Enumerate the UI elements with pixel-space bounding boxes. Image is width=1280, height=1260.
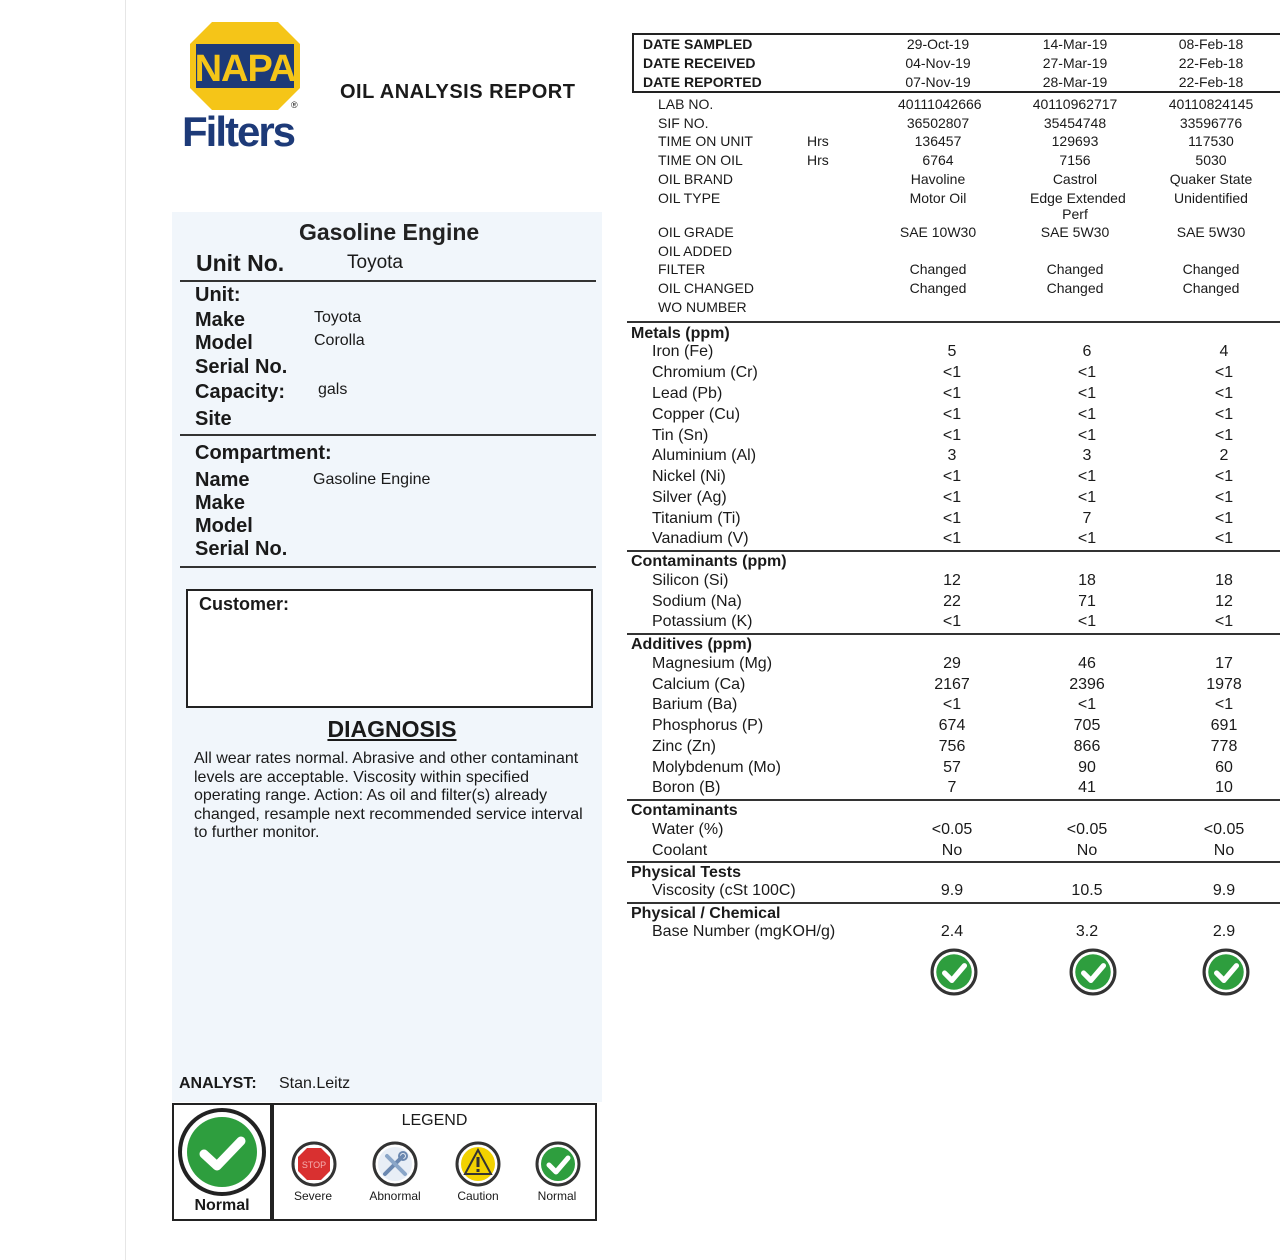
additive-label: Molybdenum (Mo)	[652, 759, 781, 776]
info-label: WO NUMBER	[658, 299, 747, 315]
metal-value: <1	[942, 530, 962, 547]
compartment-heading: Compartment:	[195, 442, 332, 464]
info-value: 7156	[1059, 152, 1091, 168]
comp-serial-label: Serial No.	[195, 538, 288, 560]
additive-value: 2167	[934, 676, 970, 693]
additive-value: 756	[938, 738, 966, 755]
date-received-3: 22-Feb-18	[1178, 55, 1244, 71]
metal-value: <1	[1214, 468, 1234, 485]
overall-status-label: Normal	[194, 1197, 250, 1214]
section-divider	[627, 861, 1280, 863]
diagnosis-title: DIAGNOSIS	[327, 716, 457, 742]
brand-filters-text: Filters	[182, 108, 295, 155]
contaminant-label: Coolant	[652, 842, 708, 859]
section-divider	[627, 902, 1280, 904]
info-value: 6764	[922, 152, 954, 168]
metal-value: <1	[1077, 385, 1097, 402]
info-label: TIME ON OIL	[658, 152, 743, 168]
date-sampled-1: 29-Oct-19	[906, 36, 970, 52]
additive-value: <1	[1214, 696, 1234, 713]
unit-site-label: Site	[195, 408, 232, 430]
info-label: OIL BRAND	[658, 171, 733, 187]
info-value: 40110962717	[1032, 96, 1118, 112]
contaminant-label: Silicon (Si)	[652, 572, 729, 589]
section-title-additives: Additives (ppm)	[631, 636, 752, 653]
additive-label: Barium (Ba)	[652, 696, 738, 713]
metal-value: <1	[1077, 489, 1097, 506]
check-icon	[1069, 948, 1117, 996]
metal-value: <1	[1214, 489, 1234, 506]
divider	[180, 434, 596, 436]
date-sampled-3: 08-Feb-18	[1178, 36, 1244, 52]
unit-no-value: Toyota	[347, 252, 403, 273]
contaminant-value: 18	[1215, 572, 1233, 589]
info-value: Changed	[1182, 280, 1240, 296]
metal-label: Vanadium (V)	[652, 530, 749, 547]
legend-abnormal-label: Abnormal	[369, 1189, 421, 1203]
additive-label: Phosphorus (P)	[652, 717, 764, 734]
chemical-value: 2.9	[1212, 923, 1236, 940]
additive-value: 90	[1078, 759, 1096, 776]
info-label: LAB NO.	[658, 96, 714, 112]
section-title-metals: Metals (ppm)	[631, 325, 730, 342]
engine-type-title: Gasoline Engine	[299, 219, 480, 245]
additive-value: 674	[938, 717, 966, 734]
metal-value: <1	[942, 468, 962, 485]
metal-label: Silver (Ag)	[652, 489, 727, 506]
check-icon	[178, 1108, 266, 1196]
physical-value: 9.9	[1212, 882, 1236, 899]
section-divider	[627, 799, 1280, 801]
additive-value: 57	[943, 759, 961, 776]
additive-label: Boron (B)	[652, 779, 721, 796]
metal-value: <1	[1214, 364, 1234, 381]
info-value: 117530	[1188, 133, 1234, 149]
comp-name-label: Name	[195, 469, 250, 491]
customer-label: Customer:	[199, 594, 290, 614]
chemical-value: 2.4	[940, 923, 964, 940]
additive-value: 10	[1215, 779, 1233, 796]
check-icon	[535, 1141, 581, 1187]
section-divider	[627, 321, 1280, 323]
page-margin-line	[125, 0, 126, 1260]
unit-serial-label: Serial No.	[195, 356, 288, 378]
info-value: Changed	[1182, 261, 1240, 277]
metal-value: <1	[942, 364, 962, 381]
info-value: Motor Oil	[909, 190, 967, 206]
warning-icon	[455, 1141, 501, 1187]
section-divider	[627, 550, 1280, 552]
info-value: 40111042666	[898, 96, 982, 112]
tools-icon	[372, 1141, 418, 1187]
metal-value: 7	[1082, 510, 1092, 527]
metal-label: Aluminium (Al)	[652, 447, 757, 464]
info-value: 5030	[1195, 152, 1227, 168]
comp-model-label: Model	[195, 515, 253, 537]
legend-title: LEGEND	[401, 1112, 468, 1129]
date-reported-1: 07-Nov-19	[905, 74, 971, 90]
info-value: 129693	[1051, 133, 1099, 149]
metal-value: <1	[1214, 510, 1234, 527]
metal-value: <1	[942, 510, 962, 527]
contaminant-label: Sodium (Na)	[652, 593, 742, 610]
contaminant-value: <1	[1214, 613, 1234, 630]
additive-value: 60	[1215, 759, 1233, 776]
legend-box	[272, 1103, 597, 1221]
additive-value: 1978	[1206, 676, 1242, 693]
contaminant-value: 22	[943, 593, 961, 610]
additive-value: <1	[1077, 696, 1097, 713]
contaminant-value: No	[1213, 842, 1235, 859]
metal-label: Chromium (Cr)	[652, 364, 758, 381]
unit-capacity-value: gals	[318, 381, 348, 398]
comp-make-label: Make	[195, 492, 246, 514]
analyst-name: Stan.Leitz	[279, 1075, 351, 1092]
info-value: Unidentified	[1174, 190, 1248, 206]
info-value: Changed	[1046, 280, 1104, 296]
svg-text:NAPA: NAPA	[194, 48, 296, 90]
contaminant-value: <1	[942, 613, 962, 630]
contaminant-value: No	[1076, 842, 1098, 859]
unit-make-value: Toyota	[314, 309, 362, 326]
section-title-physical-tests: Physical Tests	[631, 864, 741, 881]
metal-label: Titanium (Ti)	[652, 510, 741, 527]
comp-name-value: Gasoline Engine	[313, 471, 431, 488]
contaminant-label: Potassium (K)	[652, 613, 753, 630]
physical-value: 9.9	[940, 882, 964, 899]
metal-value: <1	[942, 406, 962, 423]
check-icon	[1202, 948, 1250, 996]
legend-severe-label: Severe	[293, 1189, 333, 1203]
info-label: SIF NO.	[658, 115, 709, 131]
unit-no-label: Unit No.	[196, 250, 285, 276]
metal-value: <1	[1214, 530, 1234, 547]
metal-label: Lead (Pb)	[652, 385, 723, 402]
info-value: Changed	[909, 280, 967, 296]
contaminant-value: <0.05	[1066, 821, 1108, 838]
info-value: 40110824145	[1168, 96, 1254, 112]
contaminant-value: 18	[1078, 572, 1096, 589]
info-value: Changed	[909, 261, 967, 277]
info-label: OIL GRADE	[658, 224, 734, 240]
additive-label: Calcium (Ca)	[652, 676, 746, 693]
additive-label: Zinc (Zn)	[652, 738, 716, 755]
check-icon	[930, 948, 978, 996]
diagnosis-text: All wear rates normal. Abrasive and other contaminant levels are acceptable. Viscosity within specified operating range. Action: As oil and filter(s) already changed, resample next recommended service interval to further monitor.	[194, 750, 583, 841]
legend-caution-label: Caution	[457, 1189, 499, 1203]
info-value: Castrol	[1052, 171, 1098, 187]
metal-label: Copper (Cu)	[652, 406, 741, 423]
metal-value: <1	[1077, 406, 1097, 423]
metal-value: <1	[942, 489, 962, 506]
additive-value: 46	[1078, 655, 1096, 672]
contaminant-value: No	[941, 842, 963, 859]
physical-label: Viscosity (cSt 100C)	[652, 882, 796, 899]
unit-capacity-label: Capacity:	[195, 381, 286, 403]
additive-value: 866	[1073, 738, 1101, 755]
date-received-2: 27-Mar-19	[1042, 55, 1108, 71]
info-value: 36502807	[906, 115, 970, 131]
metal-value: <1	[1077, 427, 1097, 444]
additive-value: 17	[1215, 655, 1233, 672]
info-value: 35454748	[1043, 115, 1107, 131]
section-title-contaminants-ppm: Contaminants (ppm)	[631, 553, 787, 570]
unit-model-value: Corolla	[314, 332, 365, 349]
contaminant-value: 71	[1078, 593, 1096, 610]
metal-value: 3	[947, 447, 957, 464]
contaminant-value: 12	[1215, 593, 1233, 610]
contaminant-value: 12	[943, 572, 961, 589]
additive-value: 778	[1210, 738, 1238, 755]
additive-value: 691	[1210, 717, 1238, 734]
metal-label: Tin (Sn)	[652, 427, 709, 444]
info-label: OIL ADDED	[658, 243, 733, 259]
additive-value: 7	[947, 779, 957, 796]
section-title-contaminants: Contaminants	[631, 802, 738, 819]
date-received-1: 04-Nov-19	[905, 55, 971, 71]
metal-value: <1	[942, 385, 962, 402]
info-value: SAE 5W30	[1040, 224, 1110, 240]
metal-value: <1	[1077, 364, 1097, 381]
info-value: SAE 10W30	[899, 224, 977, 240]
section-title-physical-chemical: Physical / Chemical	[631, 905, 781, 922]
overall-status-box	[172, 1103, 272, 1221]
metal-value: <1	[1077, 468, 1097, 485]
metal-value: <1	[1214, 385, 1234, 402]
contaminant-value: <0.05	[1203, 821, 1245, 838]
divider	[180, 566, 596, 568]
info-value: 136457	[914, 133, 962, 149]
chemical-label: Base Number (mgKOH/g)	[652, 923, 836, 940]
additive-value: 29	[943, 655, 961, 672]
analyst-label: ANALYST:	[179, 1075, 257, 1092]
customer-box	[186, 589, 593, 708]
metal-value: <1	[1077, 530, 1097, 547]
metal-value: 6	[1082, 343, 1092, 360]
metal-value: 2	[1219, 447, 1229, 464]
contaminant-value: <1	[1077, 613, 1097, 630]
report-title: OIL ANALYSIS REPORT	[340, 81, 576, 103]
info-value: Havoline	[910, 171, 966, 187]
info-value: Changed	[1046, 261, 1104, 277]
metal-label: Iron (Fe)	[652, 343, 714, 360]
unit-make-label: Make	[195, 309, 246, 331]
date-reported-label: DATE REPORTED	[643, 74, 762, 90]
date-reported-3: 22-Feb-18	[1178, 74, 1244, 90]
additive-label: Magnesium (Mg)	[652, 655, 773, 672]
info-value: SAE 5W30	[1176, 224, 1246, 240]
metal-value: <1	[1214, 406, 1234, 423]
metal-value: 3	[1082, 447, 1092, 464]
registered-mark: ®	[291, 100, 298, 110]
info-value: Quaker State	[1169, 171, 1253, 187]
info-value: 33596776	[1179, 115, 1243, 131]
napa-logo	[190, 22, 300, 110]
additive-value: 705	[1073, 717, 1101, 734]
date-sampled-label: DATE SAMPLED	[643, 36, 753, 52]
metal-label: Nickel (Ni)	[652, 468, 726, 485]
svg-text:STOP: STOP	[301, 1160, 327, 1170]
contaminant-value: <0.05	[931, 821, 973, 838]
info-label: OIL CHANGED	[658, 280, 754, 296]
additive-value: 41	[1078, 779, 1096, 796]
metal-value: 4	[1219, 343, 1229, 360]
info-value: Edge Extended Perf	[1030, 190, 1126, 222]
info-unit: Hrs	[807, 133, 829, 149]
date-reported-2: 28-Mar-19	[1042, 74, 1108, 90]
contaminant-label: Water (%)	[652, 821, 724, 838]
physical-value: 10.5	[1071, 882, 1103, 899]
metal-value: <1	[1214, 427, 1234, 444]
date-received-label: DATE RECEIVED	[643, 55, 756, 71]
chemical-value: 3.2	[1075, 923, 1099, 940]
info-label: TIME ON UNIT	[658, 133, 753, 149]
additive-value: 2396	[1069, 676, 1105, 693]
metal-value: <1	[942, 427, 962, 444]
info-label: OIL TYPE	[658, 190, 721, 206]
info-unit: Hrs	[807, 152, 829, 168]
unit-model-label: Model	[195, 332, 253, 354]
additive-value: <1	[942, 696, 962, 713]
date-sampled-2: 14-Mar-19	[1042, 36, 1108, 52]
metal-value: 5	[947, 343, 957, 360]
divider	[180, 280, 596, 282]
unit-heading: Unit:	[195, 284, 241, 306]
stop-icon	[291, 1141, 337, 1187]
legend-normal-label: Normal	[537, 1189, 577, 1203]
info-label: FILTER	[658, 261, 706, 277]
section-divider	[627, 633, 1280, 635]
